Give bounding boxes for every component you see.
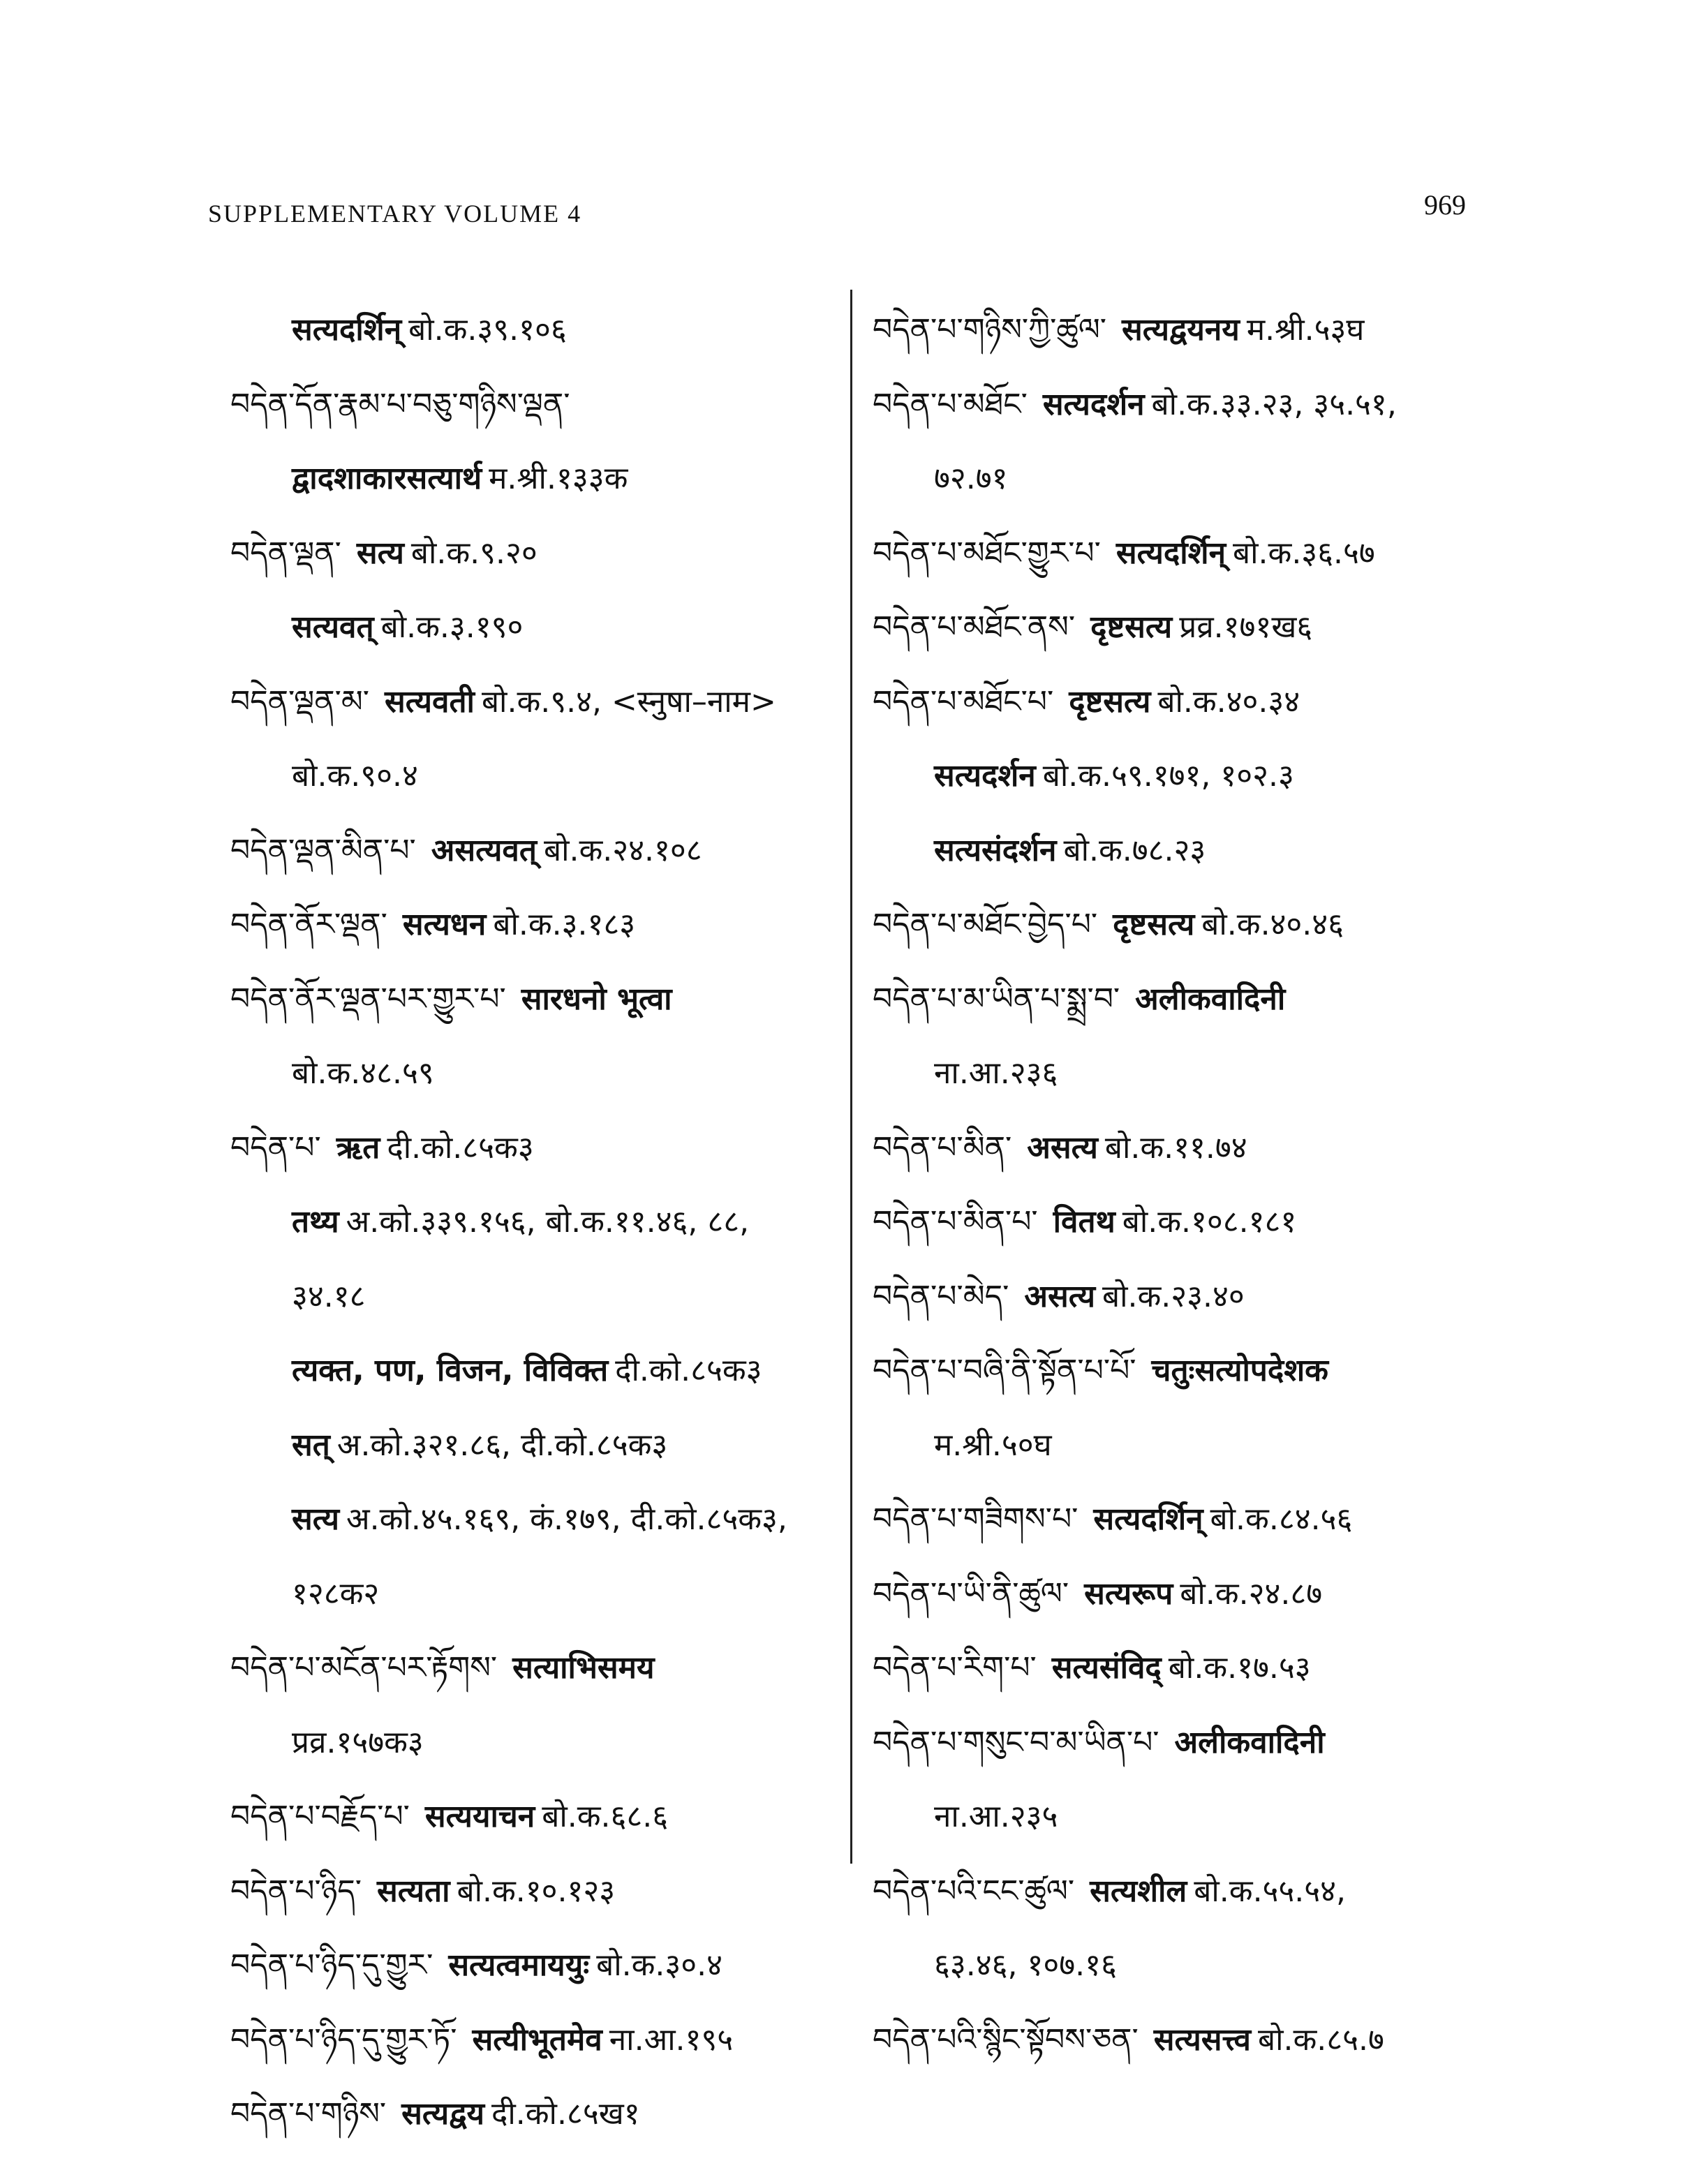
dictionary-line (230, 1929, 838, 2003)
source-reference: बो.क.३.१९० (380, 609, 524, 645)
source-reference: ना.आ.१९५ (609, 2021, 734, 2058)
tibetan-term: བདེན་པ་མཐོང་བྱེད་པ་ (873, 907, 1098, 942)
tibetan-term: བདེན་པ་ཉིད་དུ་གྱུར་ (230, 1947, 433, 1983)
tibetan-term: བདེན་པ་མཐོང་ (873, 386, 1028, 422)
source-reference: अ.को.३३९.१५६, बो.क.११.४६, ८८, (346, 1204, 750, 1240)
dictionary-line (230, 1409, 838, 1483)
dictionary-line (230, 739, 838, 814)
tibetan-term: བདེན་ནོར་ལྡན་ (230, 907, 387, 942)
dictionary-line (873, 888, 1487, 963)
sanskrit-headword: असत्य (1027, 1129, 1098, 1166)
sanskrit-headword: त्यक्त, पण, विजन, विविक्त (292, 1353, 609, 1388)
sanskrit-headword: सत्यसत्त्व (1153, 2021, 1251, 2058)
source-reference: दी.को.८५क३ (615, 1353, 762, 1388)
dictionary-line (230, 1260, 838, 1335)
source-reference: बो.क.१०८.१८१ (1122, 1204, 1297, 1240)
dictionary-line (230, 1185, 838, 1260)
source-reference: बो.क.५९.१७१, १०२.३ (1042, 758, 1294, 794)
source-reference: बो.क.२४.१०८ (543, 832, 702, 868)
sanskrit-headword: सत्याभिसमय (512, 1650, 655, 1686)
dictionary-line (230, 2003, 838, 2078)
dictionary-line (873, 1260, 1487, 1335)
dictionary-line (873, 1185, 1487, 1260)
dictionary-line (873, 517, 1487, 591)
dictionary-line (230, 590, 838, 665)
source-reference: बो.क.२३.४० (1102, 1278, 1245, 1314)
source-reference: अ.को.४५.१६९, कं.१७९, दी.को.८५क३, (346, 1501, 787, 1537)
dictionary-line (873, 1111, 1487, 1186)
sanskrit-headword: असत्य (1024, 1278, 1095, 1314)
dictionary-line (230, 963, 838, 1037)
source-reference: बो.क.११.७४ (1104, 1129, 1247, 1166)
sanskrit-headword: वितथ (1053, 1204, 1115, 1240)
tibetan-term: བདེན་པ་ཉིད་དུ་གྱུར་ཏོ་ (230, 2021, 457, 2058)
left-column (230, 293, 838, 2152)
dictionary-line (230, 442, 838, 517)
dictionary-line (873, 293, 1487, 368)
dictionary-line (230, 1483, 838, 1557)
dictionary-line (873, 665, 1487, 740)
tibetan-term: བདེན་པ་མ་ཡིན་པ་སྨྲ་བ་ (873, 981, 1120, 1017)
tibetan-term: བདེན་པ་རིག་པ་ (873, 1650, 1037, 1686)
sanskrit-headword: सत्ययाचन (424, 1799, 535, 1834)
source-reference: बो.क.४०.४६ (1201, 907, 1344, 942)
page-number: 969 (1424, 189, 1466, 221)
sanskrit-headword: सत्यसंदर्शन (934, 832, 1057, 868)
tibetan-term: བདེན་དོན་རྣམ་པ་བཅུ་གཉིས་ལྡན་ (230, 386, 570, 422)
sanskrit-headword: ऋत (336, 1129, 380, 1166)
source-reference: बो.क.९.४, <स्नुषा–नाम> (481, 683, 776, 720)
dictionary-line (873, 1037, 1487, 1111)
source-reference: ना.आ.२३६ (934, 1055, 1058, 1091)
dictionary-line (873, 739, 1487, 814)
sanskrit-headword: सत्यदर्शन (1042, 386, 1145, 422)
source-reference: दी.को.८५क३ (387, 1129, 534, 1166)
tibetan-term: བདེན་པ་ཡི་ནི་ཚུལ་ (873, 1575, 1069, 1612)
dictionary-line (230, 1334, 838, 1409)
dictionary-line (230, 517, 838, 591)
tibetan-term: བདེན་པ་ཉིད་ (230, 1873, 362, 1909)
sanskrit-headword: सत्यशील (1090, 1873, 1187, 1909)
tibetan-term: བདེན་པ་མེད་ (873, 1278, 1009, 1314)
sanskrit-headword: सत्यत्वमाययुः (448, 1947, 590, 1983)
sanskrit-headword: सत्यसंविद् (1051, 1650, 1162, 1686)
dictionary-line (230, 1780, 838, 1855)
tibetan-term: བདེན་པ་གཉིས་ཀྱི་ཚུལ་ (873, 312, 1107, 348)
sanskrit-headword: अलीकवादिनी (1135, 981, 1286, 1017)
sanskrit-headword: सत्य (356, 535, 404, 571)
sanskrit-headword: दृष्टसत्य (1113, 907, 1195, 942)
tibetan-term: བདེན་ལྡན་ (230, 535, 341, 571)
source-reference: बो.क.८५.७ (1258, 2021, 1384, 2058)
source-reference: ६३.४६, १०७.१६ (934, 1947, 1117, 1983)
source-reference: बो.क.७८.२३ (1063, 832, 1206, 868)
dictionary-line (230, 368, 838, 443)
source-reference: ३४.१८ (292, 1278, 366, 1314)
source-reference: बो.क.३.१८३ (493, 907, 636, 942)
dictionary-line (230, 1111, 838, 1186)
dictionary-line (873, 963, 1487, 1037)
sanskrit-headword: सत् (292, 1427, 330, 1463)
dictionary-line (873, 1929, 1487, 2003)
tibetan-term: བདེན་པ་བཞི་ནི་སྟོན་པ་པོ་ (873, 1353, 1136, 1388)
running-header: SUPPLEMENTARY VOLUME 4 (208, 200, 582, 228)
sanskrit-headword: अलीकवादिनी (1174, 1724, 1325, 1760)
tibetan-term: བདེན་པ་ (230, 1129, 321, 1166)
tibetan-term: བདེན་པ་མིན་ (873, 1129, 1012, 1166)
sanskrit-headword: द्वादशाकारसत्यार्थ (292, 461, 482, 496)
sanskrit-headword: असत्यवत् (431, 832, 537, 868)
dictionary-line (873, 1706, 1487, 1781)
source-reference: बो.क.२४.८७ (1180, 1575, 1323, 1612)
dictionary-line (873, 590, 1487, 665)
source-reference: दी.को.८५ख१ (491, 2096, 640, 2132)
sanskrit-headword: सत्यवती (384, 683, 475, 720)
source-reference: बो.क.१७.५३ (1168, 1650, 1311, 1686)
sanskrit-headword: सत्यीभूतमेव (472, 2021, 602, 2058)
tibetan-term: བདེན་པ་མཐོང་གྱུར་པ་ (873, 535, 1101, 571)
dictionary-line (230, 1037, 838, 1111)
dictionary-line (230, 2077, 838, 2152)
dictionary-line (873, 1409, 1487, 1483)
tibetan-term: བདེན་པའི་སྙིང་སྟོབས་ཅན་ (873, 2021, 1139, 2058)
sanskrit-headword: दृष्टसत्य (1069, 683, 1151, 720)
sanskrit-headword: चतुःसत्योपदेशक (1151, 1353, 1328, 1388)
sanskrit-headword: सत्यदर्शिन् (292, 312, 402, 348)
tibetan-term: བདེན་པ་གཉིས་ (230, 2096, 387, 2132)
source-reference: बो.क.३९.१०६ (408, 312, 567, 348)
source-reference: बो.क.६८.६ (542, 1799, 669, 1834)
source-reference: बो.क.३०.४ (596, 1947, 723, 1983)
source-reference: ७२.७१ (934, 461, 1008, 496)
source-reference: बो.क.९.२० (410, 535, 538, 571)
right-column (873, 293, 1487, 2077)
sanskrit-headword: सारधनो भूत्वा (521, 981, 672, 1017)
tibetan-term: བདེན་པ་མཐོང་ནས་ (873, 609, 1076, 645)
sanskrit-headword: सत्य (292, 1501, 340, 1537)
dictionary-line (230, 665, 838, 740)
sanskrit-headword: सत्यदर्शिन् (1115, 535, 1226, 571)
source-reference: प्रव्र.१७१ख६ (1179, 609, 1313, 645)
sanskrit-headword: सत्यदर्शन (934, 758, 1036, 794)
sanskrit-headword: सत्यवत् (292, 609, 374, 645)
tibetan-term: བདེན་པ་གཟིགས་པ་ (873, 1501, 1079, 1537)
dictionary-line (873, 1855, 1487, 1929)
dictionary-line (230, 1855, 838, 1929)
tibetan-term: བདེན་པ་གསུང་བ་མ་ཡིན་པ་ (873, 1724, 1159, 1760)
column-divider (850, 290, 852, 1864)
source-reference: प्रव्र.१५७क३ (292, 1724, 424, 1760)
dictionary-line (873, 1631, 1487, 1706)
dictionary-line (230, 1631, 838, 1706)
dictionary-line (873, 368, 1487, 443)
dictionary-line (230, 1706, 838, 1781)
sanskrit-headword: सत्यरूप (1084, 1575, 1173, 1612)
dictionary-line (230, 293, 838, 368)
sanskrit-headword: सत्यद्वयनय (1122, 312, 1240, 348)
source-reference: बो.क.९०.४ (292, 758, 418, 794)
tibetan-term: བདེན་ལྡན་མ་ (230, 683, 369, 720)
source-reference: बो.क.४०.३४ (1157, 683, 1300, 720)
source-reference: बो.क.४८.५९ (292, 1055, 434, 1091)
source-reference: बो.क.३३.२३, ३५.५१, (1151, 386, 1397, 422)
source-reference: बो.क.५५.५४, (1194, 1873, 1347, 1909)
tibetan-term: བདེན་པ་མིན་པ་ (873, 1204, 1038, 1240)
source-reference: म.श्री.५३घ (1246, 312, 1365, 348)
source-reference: बो.क.३६.५७ (1233, 535, 1375, 571)
dictionary-line (873, 1483, 1487, 1557)
dictionary-line (873, 1334, 1487, 1409)
tibetan-term: བདེན་པ་མཐོང་པ་ (873, 683, 1054, 720)
tibetan-term: བདེན་པའི་ངང་ཚུལ་ (873, 1873, 1075, 1909)
dictionary-line (873, 814, 1487, 889)
sanskrit-headword: तथ्य (292, 1204, 339, 1240)
dictionary-line (230, 814, 838, 889)
sanskrit-headword: सत्यधन (402, 907, 487, 942)
dictionary-line (230, 1557, 838, 1632)
dictionary-line (873, 1780, 1487, 1855)
source-reference: म.श्री.१३३क (489, 461, 628, 496)
dictionary-line (873, 1557, 1487, 1632)
source-reference: १२८क२ (292, 1575, 380, 1612)
dictionary-line (873, 442, 1487, 517)
source-reference: बो.क.१०.१२३ (457, 1873, 616, 1909)
source-reference: बो.क.८४.५६ (1210, 1501, 1353, 1537)
tibetan-term: བདེན་པ་མངོན་པར་རྟོགས་ (230, 1650, 498, 1686)
dictionary-line (873, 2003, 1487, 2078)
sanskrit-headword: सत्यदर्शिन् (1093, 1501, 1203, 1537)
sanskrit-headword: दृष्टसत्य (1090, 609, 1173, 645)
sanskrit-headword: सत्यता (376, 1873, 450, 1909)
source-reference: अ.को.३२१.८६, दी.को.८५क३ (336, 1427, 668, 1463)
tibetan-term: བདེན་ལྡན་མིན་པ་ (230, 832, 416, 868)
tibetan-term: བདེན་ནོར་ལྡན་པར་གྱུར་པ་ (230, 981, 506, 1017)
sanskrit-headword: सत्यद्वय (401, 2096, 485, 2132)
source-reference: म.श्री.५०घ (934, 1427, 1052, 1463)
tibetan-term: བདེན་པ་བརྗོད་པ་ (230, 1799, 410, 1834)
dictionary-line (230, 888, 838, 963)
source-reference: ना.आ.२३५ (934, 1799, 1058, 1834)
